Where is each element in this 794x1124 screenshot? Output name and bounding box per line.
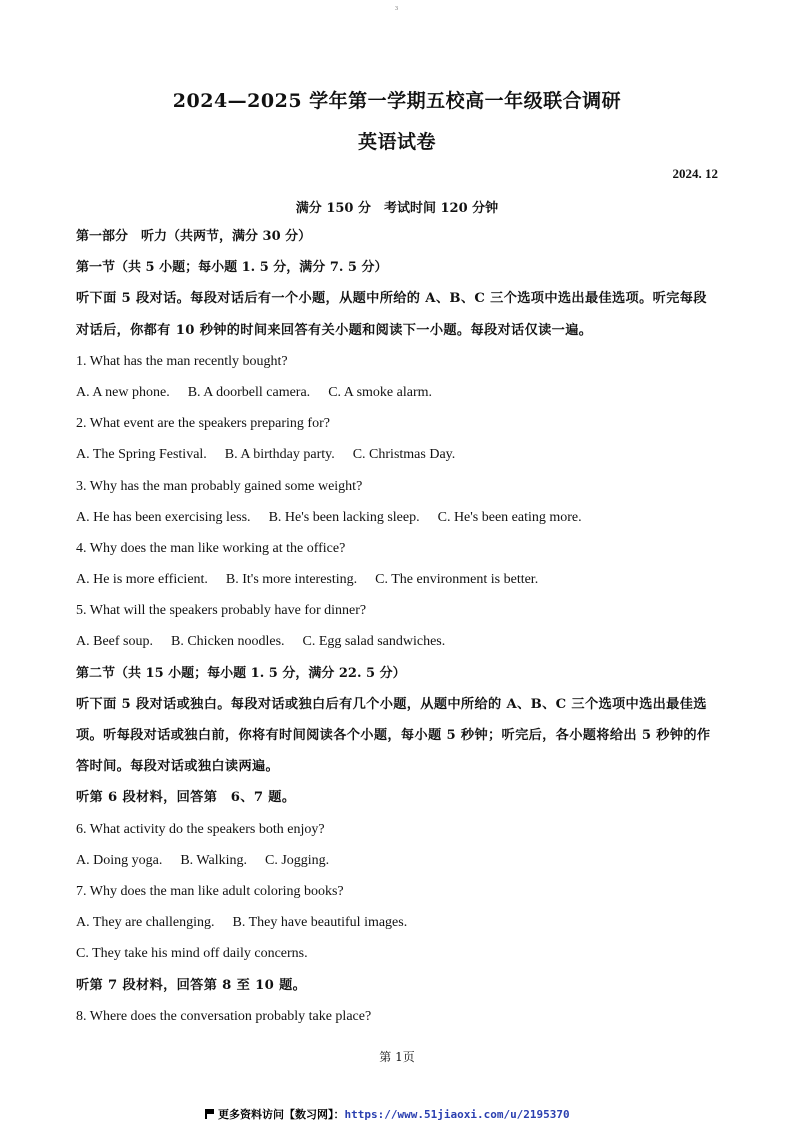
part1-heading: 第一部分 听力（共两节，满分 30 分）	[76, 229, 312, 244]
footer-promo[interactable]	[205, 1106, 570, 1122]
exam-content	[76, 226, 724, 1037]
question-stem: 1. What has the man recently bought?	[76, 353, 288, 369]
question-options	[76, 912, 724, 943]
option-c: C. They take his mind off daily concerns.	[76, 946, 308, 962]
question-stem: 5. What will the speakers probably have for dinner?	[76, 603, 367, 619]
option-b: B. He's been lacking sleep.	[268, 509, 420, 525]
option-a: A. Beef soup.	[76, 634, 153, 650]
option-c: C. A smoke alarm.	[328, 384, 433, 400]
option-c: C. The environment is better.	[375, 572, 539, 588]
question-stem: 4. Why does the man like working at the office?	[76, 540, 346, 556]
option-c: C. Jogging.	[265, 852, 330, 868]
section1-instruction: 对话后，你都有 10 秒钟的时间来回答有关小题和阅读下一小题。每段对话仅读一遍。	[76, 322, 593, 338]
top-page-mark: 3	[395, 6, 398, 12]
exam-date: 2024. 12	[672, 166, 718, 181]
question-stem: 8. Where does the conversation probably take place?	[76, 1008, 372, 1024]
option-a: A. He has been exercising less.	[76, 509, 251, 525]
question-options	[76, 507, 724, 538]
option-b: B. It's more interesting.	[225, 572, 358, 588]
question-options	[76, 569, 724, 600]
section2-instruction: 项。听每段对话或独白前，你将有时间阅读各个小题，每小题 5 秒钟；听完后，各小题将给出 5 秒钟的作	[76, 728, 711, 743]
score-and-time: 满分 150 分 考试时间 120 分钟	[295, 201, 499, 216]
question-stem: 3. Why has the man probably gained some weight?	[76, 478, 363, 494]
section2-heading: 第二节（共 15 小题；每小题 1. 5 分，满分 22. 5 分）	[76, 665, 406, 681]
option-b: B. Chicken noodles.	[171, 634, 285, 650]
question-stem: 2. What event are the speakers preparing for?	[76, 416, 330, 432]
exam-title: 2024—2025 学年第一学期五校高一年级联合调研	[172, 90, 622, 112]
option-a: A. They are challenging.	[76, 915, 215, 931]
page-number: 第 1页	[379, 1050, 415, 1064]
option-b: B. Walking.	[180, 852, 247, 868]
question-options	[76, 382, 724, 413]
material-heading: 听第 6 段材料，回答第 6、7 题。	[76, 790, 296, 806]
exam-subject: 英语试卷	[357, 131, 436, 153]
option-b: B. A doorbell camera.	[187, 384, 311, 400]
footer-link-label: 更多资料访问【数习网】：	[218, 1108, 345, 1121]
option-b: B. They have beautiful images.	[232, 915, 408, 931]
question-stem: 7. Why does the man like adult coloring books?	[76, 883, 344, 899]
section1-heading: 第一节（共 5 小题；每小题 1. 5 分，满分 7. 5 分）	[76, 260, 388, 276]
section1-instruction: 听下面 5 段对话。每段对话后有一个小题，从题中所给的 A、B、C 三个选项中选出最佳选项。听完每段	[76, 291, 707, 307]
option-c: C. Christmas Day.	[352, 447, 456, 463]
option-a: A. The Spring Festival.	[76, 447, 207, 463]
question-options	[76, 444, 724, 475]
flag-icon	[205, 1109, 214, 1119]
option-c: C. Egg salad sandwiches.	[302, 634, 446, 650]
footer-url-link[interactable]: https://www.51jiaoxi.com/u/2195370	[344, 1108, 570, 1121]
question-options	[76, 850, 724, 881]
option-a: A. Doing yoga.	[76, 852, 163, 868]
section2-instruction: 听下面 5 段对话或独白。每段对话或独白后有几个小题，从题中所给的 A、B、C 三个选项中选出最佳选	[76, 696, 707, 712]
question-options	[76, 631, 724, 662]
option-c: C. He's been eating more.	[437, 509, 582, 525]
option-a: A. A new phone.	[76, 384, 170, 400]
material-heading: 听第 7 段材料，回答第 8 至 10 题。	[76, 977, 307, 993]
question-stem: 6. What activity do the speakers both enjoy?	[76, 821, 325, 837]
section2-instruction: 答时间。每段对话或独白读两遍。	[76, 759, 280, 775]
option-a: A. He is more efficient.	[76, 572, 208, 588]
option-b: B. A birthday party.	[224, 447, 335, 463]
